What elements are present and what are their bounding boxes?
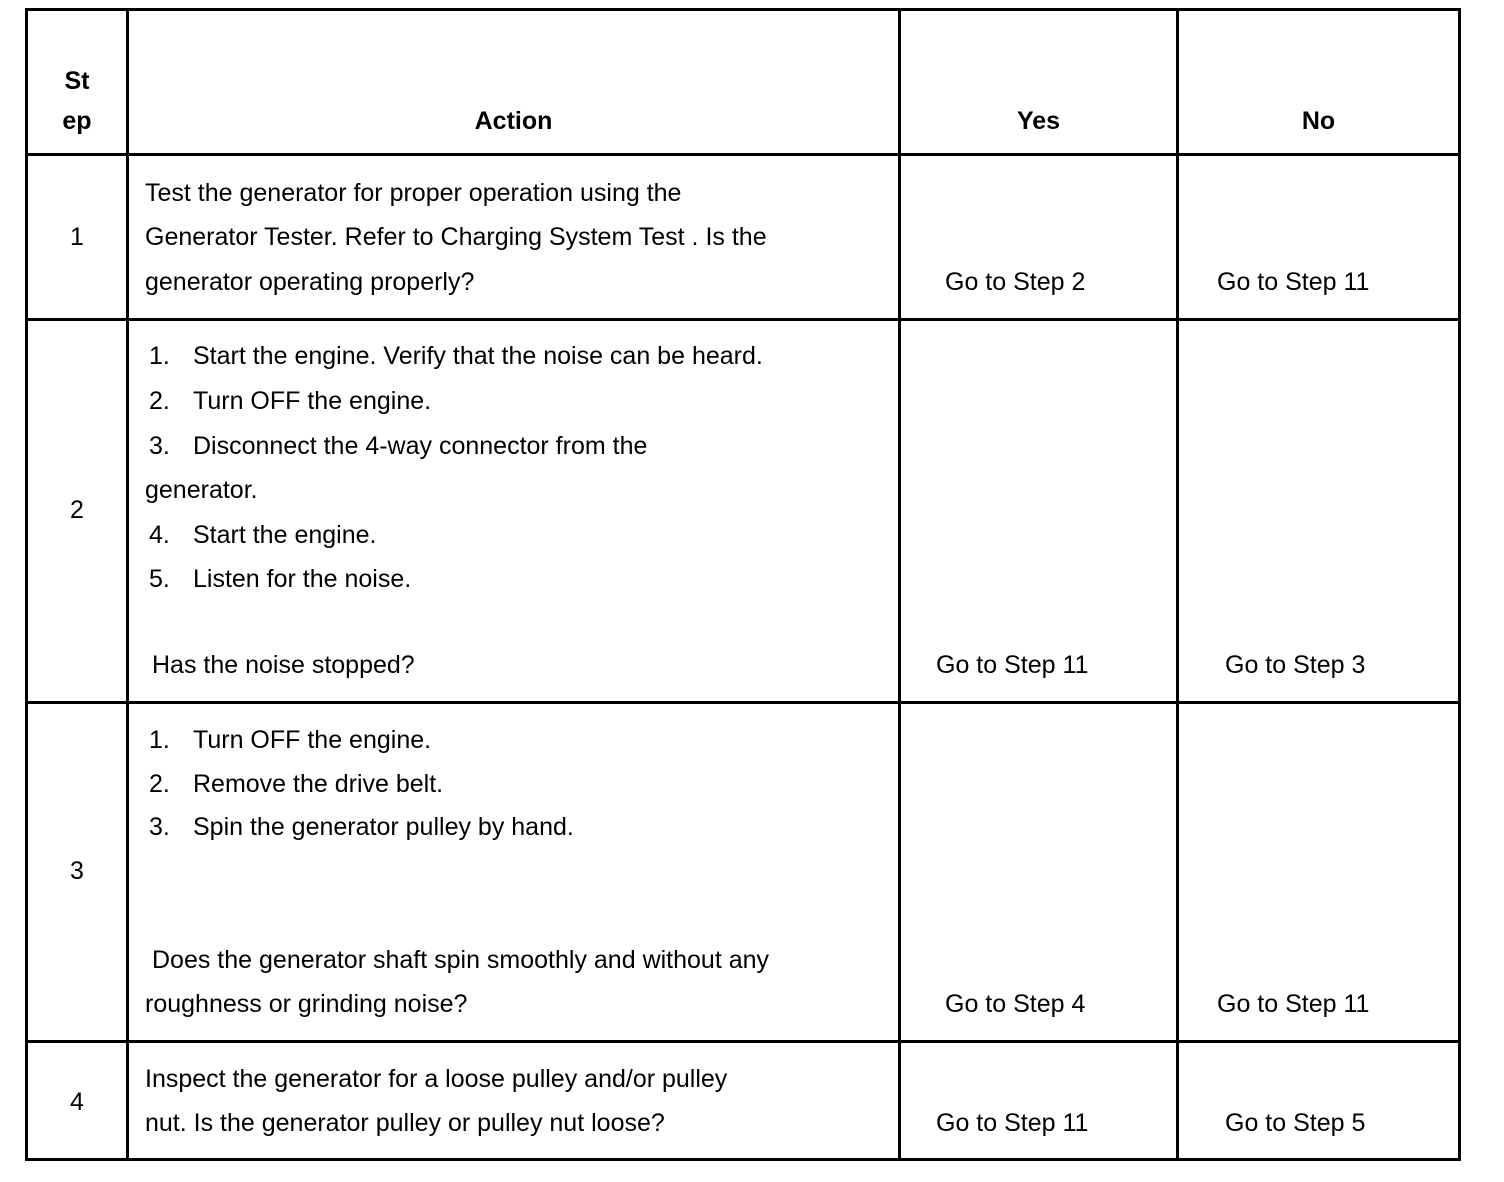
list-item-number: 2. xyxy=(149,770,170,798)
table-border-right xyxy=(1458,8,1461,1161)
question-text: roughness or grinding noise? xyxy=(145,990,468,1018)
list-item-text: Start the engine. xyxy=(193,521,377,549)
list-item-continuation: generator. xyxy=(145,476,258,504)
column-divider xyxy=(126,8,129,1161)
list-item-number: 5. xyxy=(149,565,170,593)
no-result: Go to Step 3 xyxy=(1225,651,1366,679)
step-number: 1 xyxy=(70,223,84,251)
action-text: generator operating properly? xyxy=(145,268,475,296)
no-result: Go to Step 11 xyxy=(1217,268,1370,296)
list-item-text: Disconnect the 4-way connector from the xyxy=(193,432,648,460)
list-item-text: Start the engine. Verify that the noise can be heard. xyxy=(193,342,763,370)
list-item-text: Spin the generator pulley by hand. xyxy=(193,813,574,841)
yes-result: Go to Step 11 xyxy=(936,651,1089,679)
yes-result: Go to Step 2 xyxy=(945,268,1086,296)
list-item-text: Turn OFF the engine. xyxy=(193,726,432,754)
step-number: 3 xyxy=(70,857,84,885)
list-item-number: 1. xyxy=(149,726,170,754)
list-item-text: Turn OFF the engine. xyxy=(193,387,432,415)
header-step-line2: ep xyxy=(62,107,92,135)
list-item-text: Remove the drive belt. xyxy=(193,770,444,798)
column-divider xyxy=(1176,8,1179,1161)
list-item-number: 4. xyxy=(149,521,170,549)
header-yes: Yes xyxy=(1016,107,1061,135)
list-item-text: Listen for the noise. xyxy=(193,565,412,593)
table-border-left xyxy=(25,8,28,1161)
action-text: Test the generator for proper operation using the xyxy=(145,179,682,207)
row-divider xyxy=(25,1040,1461,1043)
action-text: nut. Is the generator pulley or pulley nut loose? xyxy=(145,1109,665,1137)
row-divider xyxy=(25,318,1461,321)
list-item-number: 1. xyxy=(149,342,170,370)
table-border-bottom xyxy=(25,1158,1461,1161)
step-number: 4 xyxy=(70,1088,84,1116)
yes-result: Go to Step 11 xyxy=(936,1109,1089,1137)
step-number: 2 xyxy=(70,496,84,524)
question-text: Does the generator shaft spin smoothly and without any xyxy=(152,946,770,974)
list-item-number: 2. xyxy=(149,387,170,415)
header-action: Action xyxy=(474,107,553,135)
question-text: Has the noise stopped? xyxy=(152,651,415,679)
no-result: Go to Step 5 xyxy=(1225,1109,1366,1137)
action-text: Inspect the generator for a loose pulley and/or pulley xyxy=(145,1065,728,1093)
row-divider xyxy=(25,153,1461,156)
table-border-top xyxy=(25,8,1461,11)
header-step-line1: St xyxy=(64,67,90,95)
diagnostic-table xyxy=(25,8,1461,1161)
action-text: Generator Tester. Refer to Charging System Test . Is the xyxy=(145,223,767,251)
no-result: Go to Step 11 xyxy=(1217,990,1370,1018)
column-divider xyxy=(898,8,901,1161)
list-item-number: 3. xyxy=(149,813,170,841)
list-item-number: 3. xyxy=(149,432,170,460)
row-divider xyxy=(25,701,1461,704)
header-no: No xyxy=(1301,107,1336,135)
yes-result: Go to Step 4 xyxy=(945,990,1086,1018)
